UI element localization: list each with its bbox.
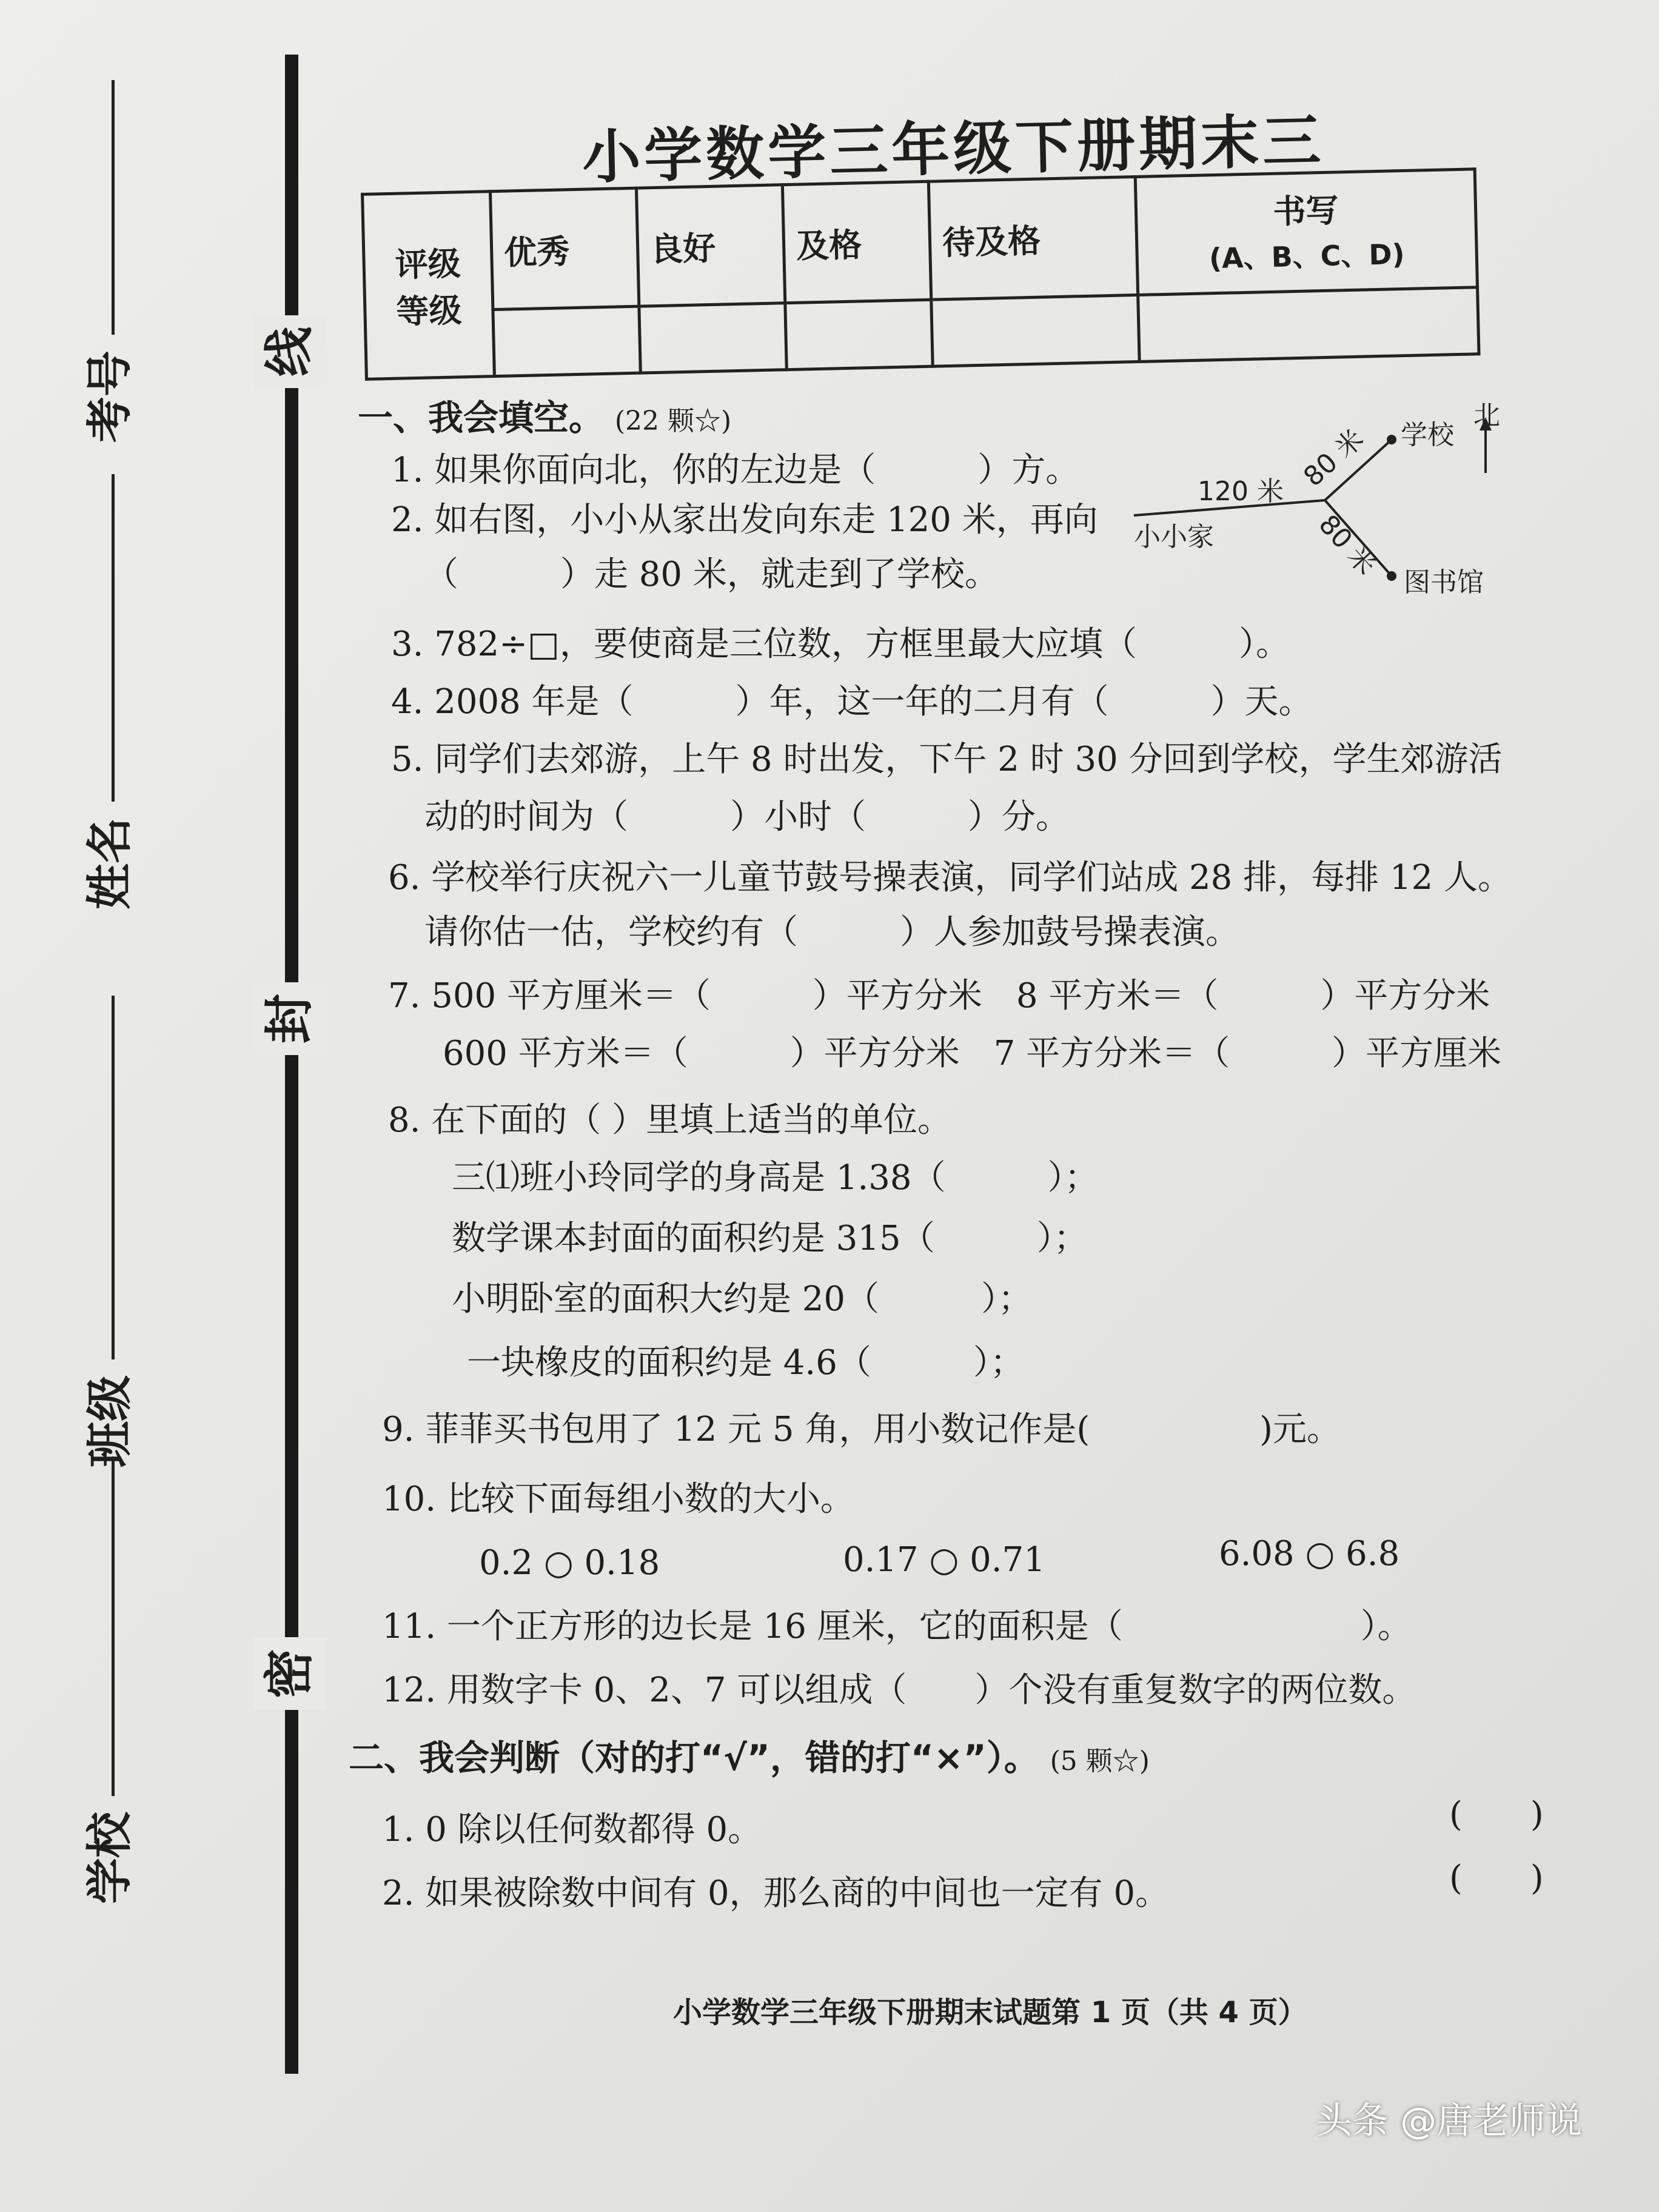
question-2a: 2. 如右图，小小从家出发向东走 120 米，再向 [391,500,1098,540]
school-field[interactable] [73,1456,139,1904]
grade-cell-good[interactable] [639,303,786,373]
question-3: 3. 782÷□，要使商是三位数，方框里最大应填（ ）。 [391,625,1290,664]
section2-heading [349,1737,1150,1778]
map-dist-80-school: 80 米 [1298,423,1370,493]
school-label: 学校 [82,1812,136,1904]
grade-row-label: 评级 等级 [363,192,495,380]
question-8-item-1: 三⑴班小玲同学的身高是 1.38（ ）； [452,1158,1099,1198]
question-1: 1. 如果你面向北，你的左边是（ ）方。 [391,451,1080,490]
class-label: 班级 [82,1375,136,1467]
question-7a: 7. 500 平方厘米＝（ ）平方分米 8 平方米＝（ ）平方分米 [388,976,1490,1016]
question-8-item-3: 小明卧室的面积大约是 20（ ）； [452,1279,1033,1319]
school-dot [1387,435,1396,444]
compare-1: 0.2 ○ 0.18 [479,1543,660,1583]
question-6a: 6. 学校举行庆祝六一儿童节鼓号操表演，同学们站成 28 排，每排 12 人。 [388,858,1512,897]
question-5a: 5. 同学们去郊游，上午 8 时出发，下午 2 时 30 分回到学校，学生郊游活 [391,740,1503,779]
section1-stars: (22 颗☆) [614,406,732,437]
judge-2-answer[interactable]: ( ) [1449,1858,1544,1898]
question-11: 11. 一个正方形的边长是 16 厘米，它的面积是（ ）。 [382,1607,1412,1646]
map-library: 图书馆 [1404,567,1484,594]
exam-number-label: 考号 [82,350,136,443]
section1-heading [358,397,732,438]
level-pass: 及格 [782,181,931,303]
map-dist-120: 120 米 [1198,476,1284,507]
question-12: 12. 用数字卡 0、2、7 可以组成（ ）个没有重复数字的两位数。 [382,1671,1416,1710]
level-excellent: 优秀 [491,188,639,309]
question-10: 10. 比较下面每组小数的大小。 [382,1480,854,1519]
grade-cell-excellent[interactable] [493,306,640,376]
seal-char-xian: 线 [253,315,326,388]
judge-1: 1. 0 除以任何数都得 0。 [382,1810,762,1849]
grade-cell-below[interactable] [931,295,1139,366]
seal-char-feng: 封 [253,982,326,1055]
map-north: 北 [1473,400,1500,431]
question-8-item-4: 一块橡皮的面积约是 4.6（ ）； [467,1343,1024,1382]
judge-2: 2. 如果被除数中间有 0，那么商的中间也一定有 0。 [382,1874,1170,1913]
watermark: 头条 @唐老师说 [1316,2100,1583,2142]
question-2b: （ ）走 80 米，就走到了学校。 [424,555,999,594]
level-below: 待及格 [928,177,1138,300]
map-home: 小小家 [1134,521,1214,552]
section2-title: 二、我会判断（对的打“√”，错的打“×”）。 [349,1737,1039,1778]
page-title: 小学数学三年级下册期末三 [581,107,1326,192]
level-good: 良好 [636,185,785,306]
question-4: 4. 2008 年是（ ）年，这一年的二月有（ ）天。 [391,682,1313,722]
writing-label: 书写 [1272,191,1339,231]
library-dot [1387,571,1396,581]
name-label: 姓名 [82,817,136,910]
question-7b: 600 平方米＝（ ）平方分米 7 平方分米＝（ ）平方厘米 [443,1034,1502,1073]
judge-1-answer[interactable]: ( ) [1449,1795,1544,1834]
writing-scale: (A、B、C、D) [1208,237,1406,275]
grade-cell-writing[interactable] [1138,287,1479,362]
map-dist-80-library: 80 米 [1312,509,1382,581]
map-school: 学校 [1401,420,1454,451]
question-8: 8. 在下面的（ ）里填上适当的单位。 [388,1101,952,1140]
grade-table [361,167,1481,381]
route-map [1122,400,1510,594]
question-9: 9. 菲菲买书包用了 12 元 5 角，用小数记作是( )元。 [382,1410,1341,1449]
grade-cell-pass[interactable] [785,300,933,369]
compare-2: 0.17 ○ 0.71 [843,1540,1045,1580]
question-5b: 动的时间为（ ）小时（ ）分。 [424,797,1070,837]
question-6b: 请你估一估，学校约有（ ）人参加鼓号操表演。 [424,913,1239,952]
section2-stars: (5 颗☆) [1050,1746,1150,1777]
question-8-item-2: 数学课本封面的面积约是 315（ ）； [452,1219,1088,1258]
name-field[interactable] [73,474,139,910]
page-footer: 小学数学三年级下册期末试题第 1 页（共 4 页） [673,1996,1307,2029]
section1-title: 一、我会填空。 [358,397,605,438]
class-field[interactable] [73,996,139,1467]
exam-number-field[interactable] [73,80,139,443]
compare-3: 6.08 ○ 6.8 [1219,1534,1400,1574]
seal-char-mi: 密 [253,1637,326,1710]
writing-header [1135,169,1477,295]
